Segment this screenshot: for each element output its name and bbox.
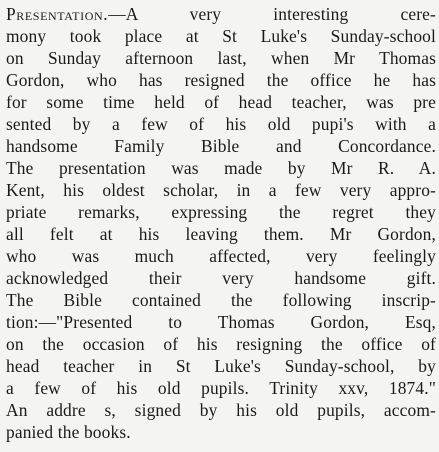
article-line-18: a few of his old pupils. Trinity xxv, 1874." bbox=[6, 378, 436, 398]
article-line-12: who was much affected, very feelingly bbox=[6, 246, 436, 266]
article-line-13: acknowledged their very handsome gift. bbox=[6, 268, 436, 288]
article-line-1-text: —A very interesting cere- bbox=[108, 4, 436, 24]
article-line-14: The Bible contained the following inscrip- bbox=[6, 290, 436, 310]
article-line-19: An addre s, signed by his old pupils, accom- bbox=[6, 400, 436, 420]
article-line-5: for some time held of head teacher, was pre bbox=[6, 92, 436, 112]
article-headline: Presentation. bbox=[6, 4, 109, 24]
newspaper-clipping bbox=[6, 3, 436, 449]
article-line-10: priate remarks, expressing the regret they bbox=[6, 202, 436, 222]
article-line-3: on Sunday afternoon last, when Mr Thomas bbox=[6, 48, 436, 68]
article-line-16: on the occasion of his resigning the office of bbox=[6, 334, 436, 354]
article-line-11: all felt at his leaving them. Mr Gordon, bbox=[6, 224, 436, 244]
article-line-20: panied the books. bbox=[6, 422, 131, 442]
article-line-4: Gordon, who has resigned the office he has bbox=[6, 70, 436, 90]
article-line-9: Kent, his oldest scholar, in a few very appro- bbox=[6, 180, 436, 200]
article-line-7: handsome Family Bible and Concordance. bbox=[6, 136, 436, 156]
article-line-17: head teacher in St Luke's Sunday-school, by bbox=[6, 356, 436, 376]
article-line-2: mony took place at St Luke's Sunday-school bbox=[6, 26, 436, 46]
article-line-8: The presentation was made by Mr R. A. bbox=[6, 158, 436, 178]
article-line-1 bbox=[6, 3, 436, 25]
article-line-15: tion:—"Presented to Thomas Gordon, Esq, bbox=[6, 312, 436, 332]
article-line-6: sented by a few of his old pupi's with a bbox=[6, 114, 436, 134]
